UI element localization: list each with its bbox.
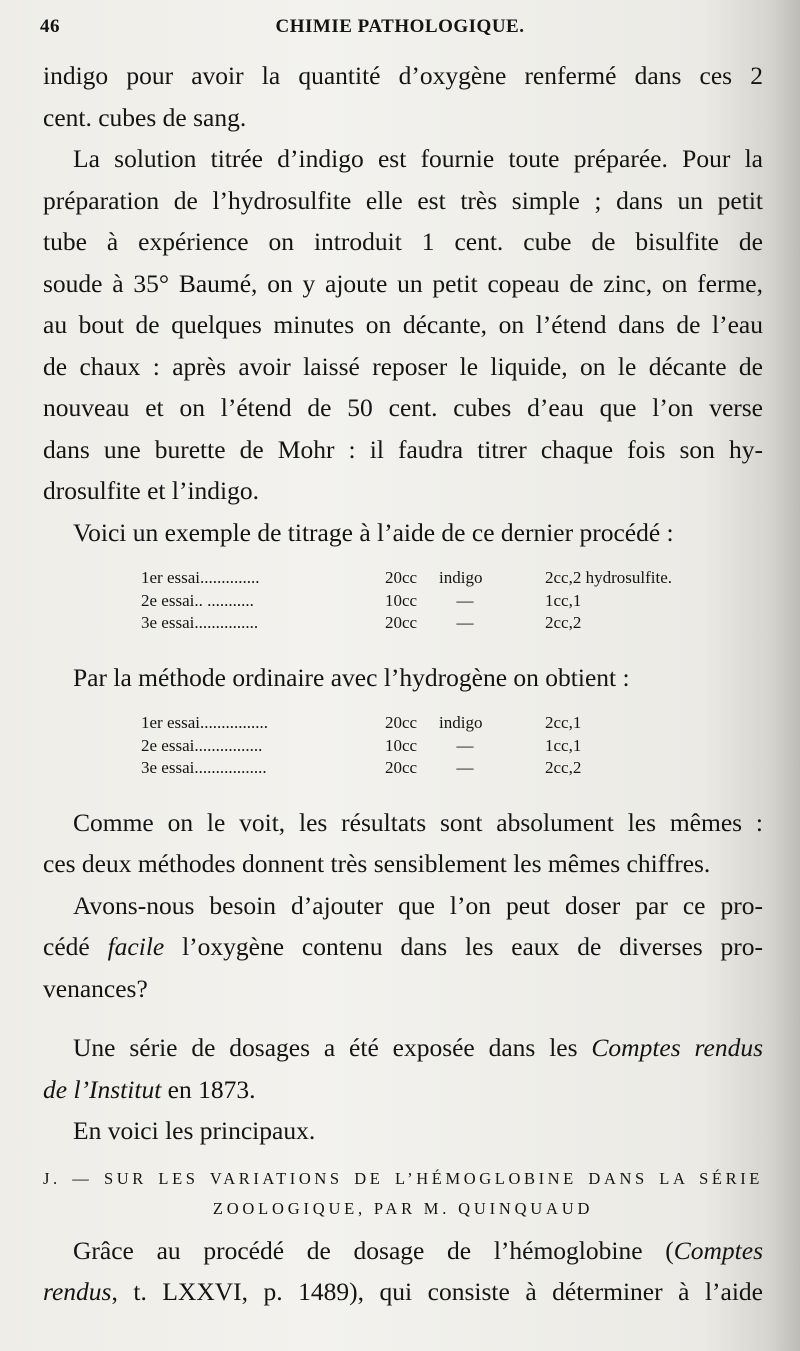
text-line: venances? bbox=[43, 973, 148, 1003]
text-line: En voici les principaux. bbox=[73, 1116, 316, 1145]
text-line: indigo pour avoir la quantité d’oxygène renfermé dans ces 2 bbox=[43, 61, 763, 90]
section-heading: J. — SUR LES VARIATIONS DE L’HÉMOGLOBINE DANS LA SÉRIE bbox=[43, 1168, 763, 1188]
running-title: CHIMIE PATHOLOGIQUE. bbox=[275, 16, 525, 37]
text-line: cent. cubes de sang. bbox=[43, 102, 247, 132]
emphasis-text: facile bbox=[107, 932, 165, 961]
volume-cell: 10cc bbox=[385, 590, 418, 610]
essai-label: 3e essai................. bbox=[141, 758, 267, 777]
table-row bbox=[141, 567, 763, 590]
text-line: Voici un exemple de titrage à l’aide de ce dernier procédé : bbox=[73, 517, 674, 547]
volume-cell: 20cc bbox=[385, 613, 418, 632]
reagent-cell: indigo bbox=[439, 568, 483, 587]
text-line: Une série de dosages a été exposée dans les Comptes rendus bbox=[73, 1033, 764, 1062]
text-line: de l’Institut en 1873. bbox=[43, 1074, 256, 1104]
reagent-cell: indigo bbox=[439, 713, 483, 732]
page-header bbox=[40, 16, 760, 42]
ditto-dash: — bbox=[456, 613, 474, 632]
table-row bbox=[141, 612, 763, 635]
text-line: Comme on le voit, les résultats sont absolument les mêmes : bbox=[73, 807, 763, 837]
essai-label: 1er essai.............. bbox=[141, 568, 260, 587]
essai-label: 1er essai................ bbox=[141, 713, 269, 732]
volume-cell: 10cc bbox=[385, 735, 418, 755]
ditto-dash: — bbox=[456, 590, 474, 610]
table-row bbox=[141, 712, 763, 735]
result-cell: 2cc,2 hydrosulfite. bbox=[545, 568, 672, 587]
table-row bbox=[141, 757, 763, 780]
italic-title: Comptes rendus bbox=[591, 1033, 764, 1062]
text-line: dans une burette de Mohr : il faudra titrer chaque fois son hy- bbox=[43, 434, 763, 464]
result-cell: 1cc,1 bbox=[545, 735, 582, 755]
table-row bbox=[141, 590, 763, 613]
italic-title: rendus bbox=[43, 1277, 112, 1306]
text-line: Avons-nous besoin d’ajouter que l’on peut doser par ce pro- bbox=[73, 890, 763, 920]
text-line: La solution titrée d’indigo est fournie toute préparée. Pour la bbox=[73, 144, 763, 173]
ditto-dash: — bbox=[456, 758, 474, 777]
result-cell: 2cc,2 bbox=[545, 613, 582, 632]
volume-cell: 20cc bbox=[385, 568, 418, 587]
result-cell: 2cc,2 bbox=[545, 758, 582, 777]
text-line: soude à 35° Baumé, on y ajoute un petit copeau de zinc, on ferme, bbox=[43, 268, 763, 298]
essai-label: 2e essai................ bbox=[141, 735, 263, 755]
essai-label: 3e essai............... bbox=[141, 613, 259, 632]
text-line: préparation de l’hydrosulfite elle est très simple ; dans un petit bbox=[43, 185, 763, 215]
page-body bbox=[43, 55, 763, 1313]
section-heading: ZOOLOGIQUE, PAR M. QUINQUAUD bbox=[212, 1198, 594, 1218]
titration-table-hydrogen bbox=[141, 712, 763, 780]
volume-cell: 20cc bbox=[385, 713, 418, 732]
result-cell: 1cc,1 bbox=[545, 590, 582, 610]
text-line: tube à expérience on introduit 1 cent. cube de bisulfite de bbox=[43, 227, 763, 256]
volume-cell: 20cc bbox=[385, 758, 418, 777]
essai-label: 2e essai.. ........... bbox=[141, 590, 254, 610]
table-row bbox=[141, 735, 763, 758]
text-line: Grâce au procédé de dosage de l’hémoglobine (Comptes bbox=[73, 1235, 763, 1265]
italic-title: Comptes bbox=[673, 1235, 763, 1265]
text-line: ces deux méthodes donnent très sensiblement les mêmes chiffres. bbox=[43, 849, 711, 878]
text-line: drosulfite et l’indigo. bbox=[43, 476, 260, 505]
text-line: Par la méthode ordinaire avec l’hydrogène on obtient : bbox=[73, 662, 630, 692]
titration-table-hydrosulfite bbox=[141, 567, 763, 635]
text-line: rendus, t. LXXVI, p. 1489), qui consiste à déterminer à l’aide bbox=[43, 1277, 763, 1306]
page-number: 46 bbox=[40, 16, 60, 37]
text-line: cédé facile l’oxygène contenu dans les eaux de diverses pro- bbox=[43, 932, 764, 961]
text-line: nouveau et on l’étend de 50 cent. cubes d’eau que l’on verse bbox=[43, 393, 763, 422]
ditto-dash: — bbox=[456, 735, 474, 755]
text-line: au bout de quelques minutes on décante, on l’étend dans de l’eau bbox=[43, 310, 763, 339]
italic-title: de l’Institut bbox=[43, 1074, 162, 1104]
result-cell: 2cc,1 bbox=[545, 713, 582, 732]
text-line: de chaux : après avoir laissé reposer le liquide, on le décante de bbox=[43, 351, 763, 381]
